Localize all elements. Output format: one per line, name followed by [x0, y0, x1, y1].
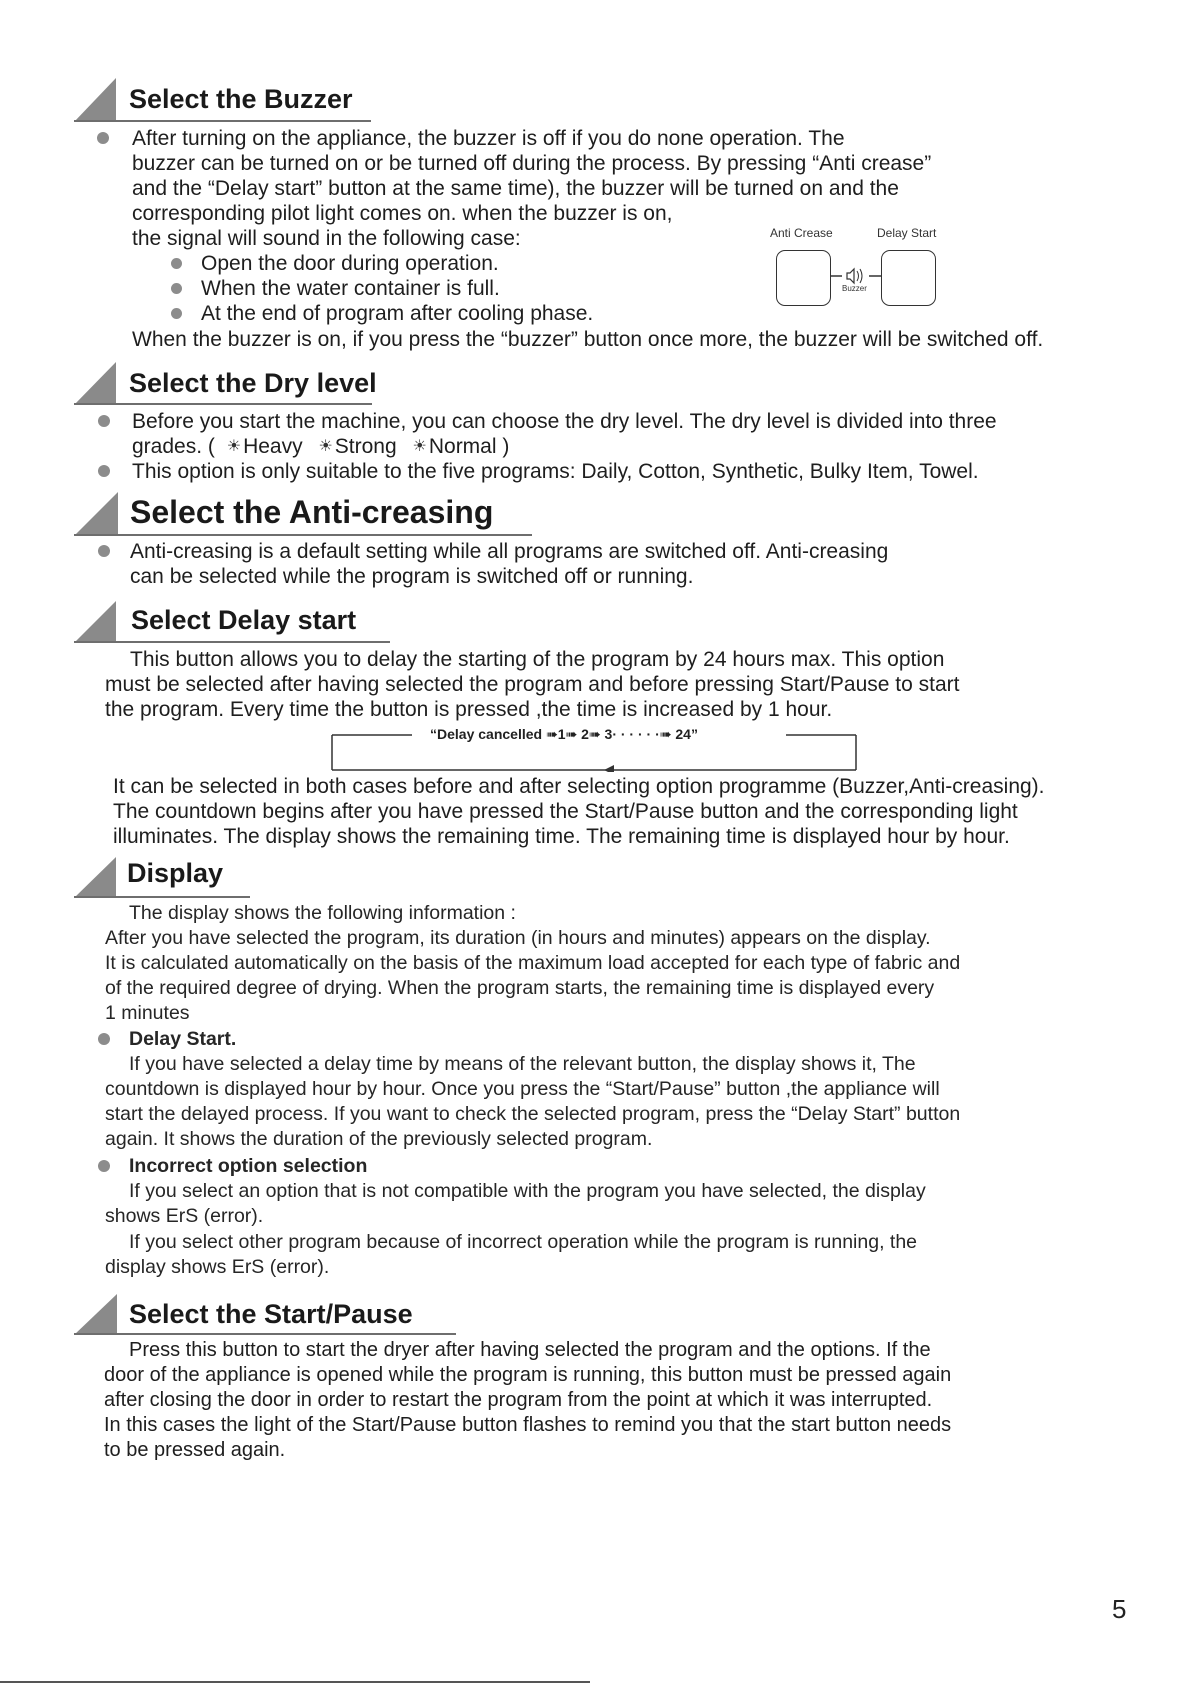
grade-normal: Normal [428, 435, 497, 458]
delay-start-line-3: the program. Every time the button is pressed ,the time is increased by 1 hour. [105, 698, 833, 721]
seq-2: 2 [581, 726, 589, 742]
sub-bullet [171, 283, 182, 294]
sun-normal-icon: ☀ [412, 438, 427, 455]
buzzer-label: Buzzer [842, 284, 867, 293]
section-heading-buzzer: Select the Buzzer [129, 84, 353, 114]
buzzer-case-3: At the end of program after cooling phase. [201, 302, 594, 325]
display-delay-line-4: again. It shows the duration of the previously selected program. [105, 1128, 653, 1150]
page-number: 5 [1112, 1594, 1127, 1624]
heading-underline [74, 896, 250, 898]
buzzer-line-3: and the “Delay start” button at the same time), the buzzer will be turned on and the [132, 177, 899, 200]
footer-rule [0, 1681, 590, 1683]
anti-crease-button[interactable] [776, 250, 831, 306]
buzzer-line-1: After turning on the appliance, the buzzer is off if you do none operation. The [132, 127, 845, 150]
incorrect-line-4: display shows ErS (error). [105, 1256, 330, 1278]
section-heading-start-pause: Select the Start/Pause [129, 1299, 413, 1329]
buzzer-case-1: Open the door during operation. [201, 252, 499, 275]
heading-underline [74, 1333, 456, 1335]
delay-after-line-1: It can be selected in both cases before and after selecting option programme (Buzzer,Anti-creasing). [113, 775, 1045, 798]
sun-strong-icon: ☀ [318, 438, 333, 455]
bullet [98, 415, 110, 427]
dry-level-line-3: This option is only suitable to the five programs: Daily, Cotton, Synthetic, Bulky Item, Towel. [132, 460, 979, 483]
incorrect-option-title: Incorrect option selection [129, 1155, 368, 1177]
bullet [98, 1033, 110, 1045]
delay-after-line-3: illuminates. The display shows the remaining time. The remaining time is displayed hour by hour. [113, 825, 1010, 848]
bullet [98, 545, 110, 557]
incorrect-line-2: shows ErS (error). [105, 1205, 264, 1227]
delay-start-line-1: This button allows you to delay the starting of the program by 24 hours max. This option [130, 648, 945, 671]
display-line-5: 1 minutes [105, 1002, 190, 1024]
heading-triangle [74, 1294, 117, 1335]
bullet [97, 132, 109, 144]
arrow-right-icon: ➠ [659, 726, 672, 742]
start-pause-line-2: door of the appliance is opened while the program is running, this button must be pressed again [104, 1364, 952, 1386]
heading-triangle [74, 492, 118, 536]
display-delay-line-1: If you have selected a delay time by means of the relevant button, the display shows it, The [129, 1053, 916, 1075]
buzzer-case-2: When the water container is full. [201, 277, 500, 300]
buzzer-line-2: buzzer can be turned on or be turned off during the process. By pressing “Anti crease” [132, 152, 932, 175]
arrow-right-icon: ➠ [588, 726, 601, 742]
section-heading-display: Display [127, 858, 224, 888]
delay-after-line-2: The countdown begins after you have pressed the Start/Pause button and the corresponding light [113, 800, 1018, 823]
display-line-2: After you have selected the program, its duration (in hours and minutes) appears on the display. [105, 927, 931, 949]
start-pause-line-1: Press this button to start the dryer after having selected the program and the options. If the [129, 1339, 931, 1361]
bullet [98, 1160, 110, 1172]
incorrect-line-3: If you select other program because of incorrect operation while the program is running, the [129, 1231, 918, 1253]
sub-bullet [171, 308, 182, 319]
anti-creasing-line-2: can be selected while the program is switched off or running. [130, 565, 694, 588]
dry-level-grades [132, 434, 509, 459]
display-delay-line-3: start the delayed process. If you want to check the selected program, press the “Delay Start” button [105, 1103, 961, 1125]
grades-suffix: ) [502, 435, 510, 458]
heading-underline [74, 403, 372, 405]
sun-heavy-icon: ☀ [226, 438, 242, 455]
dry-level-line-1: Before you start the machine, you can choose the dry level. The dry level is divided into three [132, 410, 997, 433]
incorrect-line-1: If you select an option that is not compatible with the program you have selected, the display [129, 1180, 926, 1202]
heading-underline [74, 641, 390, 643]
section-heading-dry-level: Select the Dry level [129, 368, 377, 398]
bullet [98, 465, 110, 477]
heading-triangle [74, 78, 116, 122]
anti-creasing-line-1: Anti-creasing is a default setting while all programs are switched off. Anti-creasing [130, 540, 889, 563]
seq-start: “Delay cancelled [430, 726, 543, 742]
buzzer-line-4: corresponding pilot light comes on. when the buzzer is on, [132, 202, 673, 225]
section-heading-delay-start: Select Delay start [131, 605, 357, 635]
grades-prefix: grades. ( [132, 435, 215, 458]
seq-end: 24” [675, 726, 698, 742]
seq-3: 3· · · · · · [604, 726, 660, 742]
display-line-3: It is calculated automatically on the basis of the maximum load accepted for each type of fabric and [105, 952, 961, 974]
delay-start-line-2: must be selected after having selected the program and before pressing Start/Pause to start [105, 673, 960, 696]
heading-underline [74, 534, 532, 536]
grade-strong: Strong [334, 435, 397, 458]
heading-triangle [74, 857, 116, 898]
arrow-right-icon: ➠ [545, 726, 558, 742]
display-line-1: The display shows the following information : [129, 902, 516, 924]
buzzer-line-5: the signal will sound in the following case: [132, 227, 521, 250]
heading-triangle [74, 601, 116, 643]
arrow-right-icon: ➠ [565, 726, 578, 742]
section-heading-anti-creasing: Select the Anti-creasing [130, 494, 494, 530]
heading-triangle [74, 362, 116, 405]
delay-start-label: Delay Start [877, 226, 937, 240]
start-pause-line-4: In this cases the light of the Start/Pause button flashes to remind you that the start button needs [104, 1414, 952, 1436]
seq-1: 1 [557, 726, 566, 742]
display-delay-line-2: countdown is displayed hour by hour. Once you press the “Start/Pause” button ,the appliance will [105, 1078, 940, 1100]
anti-crease-label: Anti Crease [770, 226, 833, 240]
delay-sequence [430, 725, 698, 743]
buzzer-closing: When the buzzer is on, if you press the “buzzer” button once more, the buzzer will be switched off. [132, 328, 1044, 351]
delay-start-button[interactable] [881, 250, 936, 306]
heading-underline [74, 120, 371, 122]
start-pause-line-3: after closing the door in order to restart the program from the point at which it was interrupted. [104, 1389, 933, 1411]
delay-start-title: Delay Start. [129, 1028, 237, 1050]
grade-heavy: Heavy [243, 435, 303, 458]
sub-bullet [171, 258, 182, 269]
display-line-4: of the required degree of drying. When the program starts, the remaining time is displayed every [105, 977, 935, 999]
start-pause-line-5: to be pressed again. [104, 1439, 286, 1461]
